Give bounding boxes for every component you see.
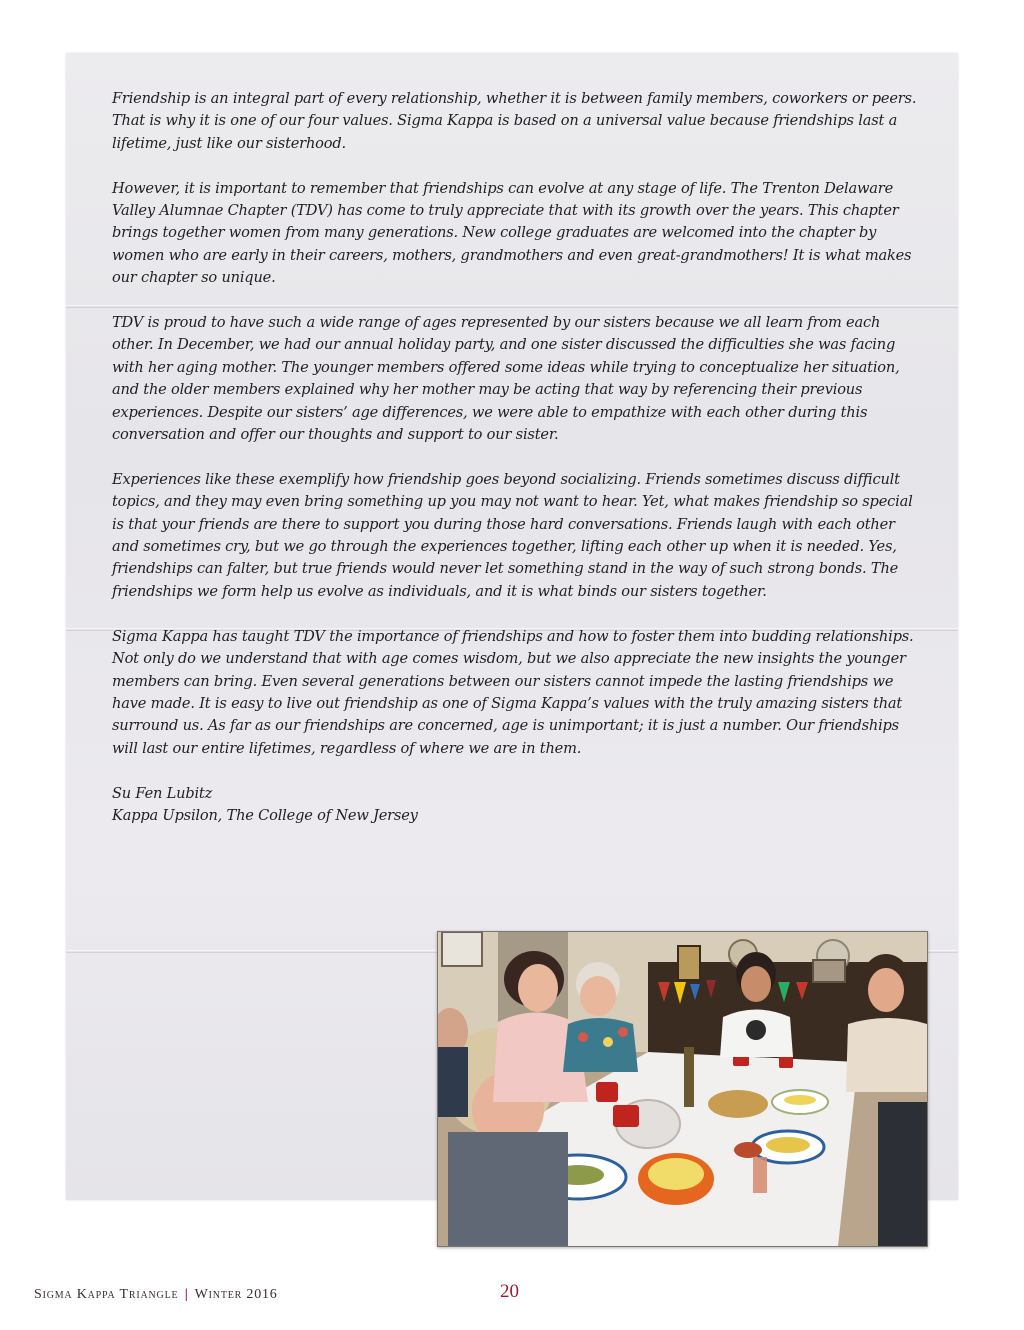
letter-body: [112, 88, 922, 827]
publication-title: Sigma Kappa Triangle: [34, 1287, 179, 1302]
signature-block: [112, 783, 922, 828]
letter-paragraph: Experiences like these exemplify how friendship goes beyond socializing. Friends sometimes discuss difficult topics, and they may even bring something up you may not want to hear. Yet, what makes friendship so special is that your friends are there to support you during those hard conversations. Friends laugh with each other and sometimes cry, but we go through the experiences together, lifting each other up when it is needed. Yes, friendships can falter, but true friends would never let something stand in the way of such strong bonds. The friendships we form help us evolve as individuals, and it is what binds our sisters together.: [112, 470, 913, 600]
letter-paragraph: However, it is important to remember that friendships can evolve at any stage of life. The Trenton Delaware Valley Alumnae Chapter (TDV) has come to truly appreciate that with its growth over the years. This chapter brings together women from many generations. New college graduates are welcomed into the chapter by women who are early in their careers, mothers, grandmothers and even great-grandmothers! It is what makes our chapter so unique.: [112, 179, 912, 287]
signature-name: Su Fen Lubitz: [112, 784, 213, 802]
group-photo-illustration: [438, 932, 927, 1246]
page-number: 20: [500, 1281, 519, 1302]
signature-chapter: Kappa Upsilon, The College of New Jersey: [112, 806, 418, 824]
letter-paragraph: Sigma Kappa has taught TDV the importance of friendships and how to foster them into budding relationships. Not only do we understand that with age comes wisdom, but we also appreciate the new insights the younger members can bring. Even several generations between our sisters cannot impede the lasting friendships we have made. It is easy to live out friendship as one of Sigma Kappa’s values with the truly amazing sisters that surround us. As far as our friendships are concerned, age is unimportant; it is just a number. Our friendships will last our entire lifetimes, regardless of where we are in them.: [112, 627, 914, 757]
letter-paragraph: TDV is proud to have such a wide range of ages represented by our sisters because we all learn from each other. In December, we had our annual holiday party, and one sister discussed the difficulties she was facing with her aging mother. The younger members offered some ideas while trying to conceptualize her situation, and the older members explained why her mother may be acting that way by referencing their previous experiences. Despite our sisters’ age differences, we were able to empathize with each other during this conversation and offer our thoughts and support to our sister.: [112, 314, 900, 444]
group-photo: [437, 931, 928, 1247]
publication-footer: [34, 1287, 278, 1303]
issue-label: Winter 2016: [194, 1287, 278, 1302]
footer-separator: |: [184, 1287, 189, 1302]
letter-paragraph: Friendship is an integral part of every relationship, whether it is between family members, coworkers or peers. That is why it is one of our four values. Sigma Kappa is based on a universal value because friendships last a lifetime, just like our sisterhood.: [112, 90, 917, 152]
